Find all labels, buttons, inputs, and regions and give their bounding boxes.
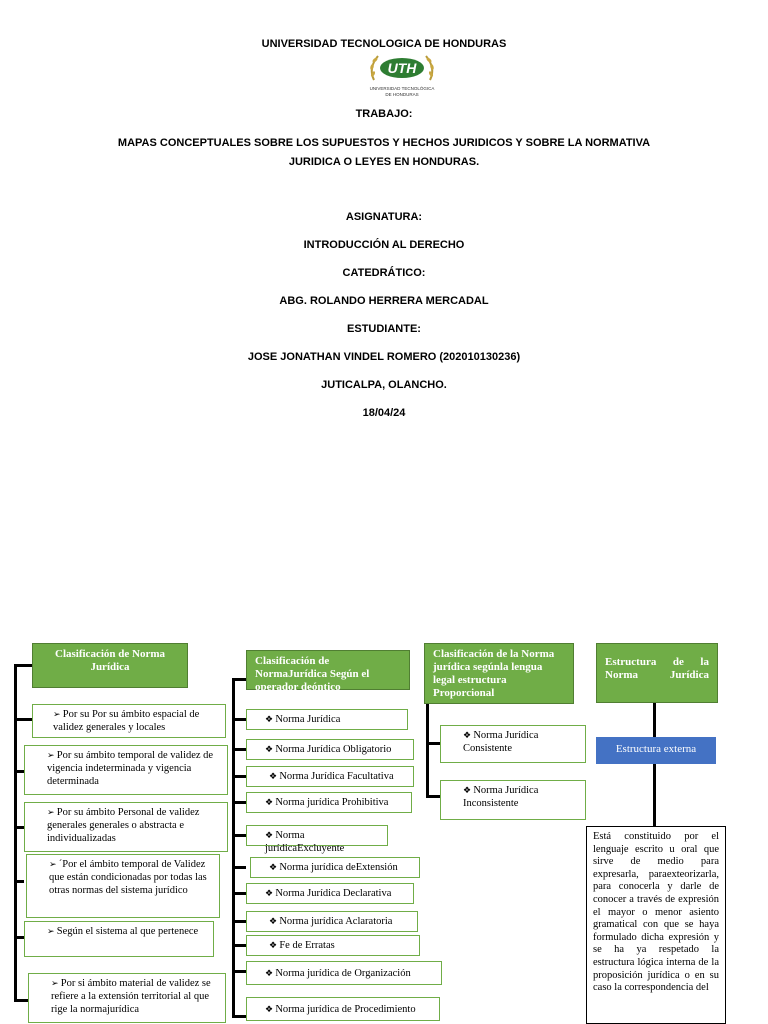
col2-item-5: ❖ Norma jurídicaExcluyente — [246, 825, 388, 846]
col2-item-11: ❖ Norma jurídica de Procedimiento — [246, 997, 440, 1021]
col4-connector-top — [653, 703, 656, 737]
col2-item-10: ❖ Norma jurídica de Organización — [246, 961, 442, 985]
col2-branch-8 — [232, 920, 246, 923]
university-name: UNIVERSIDAD TECNOLOGICA DE HONDURAS — [261, 38, 507, 50]
col2-branch-3 — [232, 775, 246, 778]
col2-branch-2 — [232, 748, 246, 751]
col1-branch-5 — [14, 936, 24, 939]
col3-item-1: ❖ Norma Jurídica Consistente — [440, 725, 586, 763]
asignatura-label: ASIGNATURA: — [345, 211, 423, 223]
col1-branch-3 — [14, 826, 24, 829]
col2-item-4: ❖ Norma jurídica Prohibitiva — [246, 792, 412, 813]
col1-trunk — [14, 664, 17, 1002]
uth-logo — [364, 50, 440, 102]
col1-bottom-branch — [14, 999, 28, 1002]
date: 18/04/24 — [362, 407, 406, 419]
col2-branch-5 — [232, 834, 246, 837]
col1-item-5: ➢ Según el sistema al que pertenece — [24, 921, 214, 957]
col1-header: Clasificación de Norma Jurídica — [32, 643, 188, 688]
col2-branch-1 — [232, 718, 246, 721]
col1-branch-1 — [14, 718, 32, 721]
estructura-externa-description: Está constituido por el lenguaje escrito u oral que sirve de medio para expresarla, paraexteorizarla, para conocerla y darle de conocer a través de expresión el mayor o menor asiento gramatical con que se haya formulado dicha expresión y se ha ya respetado la estructura lógica interna de la proposición jurídica o en su caso la correspondencia del — [586, 826, 726, 1024]
col2-item-3: ❖ Norma Jurídica Facultativa — [246, 766, 414, 787]
col2-top-branch — [232, 678, 246, 681]
col2-branch-4 — [232, 801, 246, 804]
col2-bottom-branch — [232, 1015, 246, 1018]
col1-item-6: ➢ Por si ámbito material de validez se refiere a la extensión territorial al que rige la normajurídica — [28, 973, 226, 1023]
col3-branch-2 — [426, 795, 440, 798]
col2-trunk — [232, 678, 235, 1018]
col1-branch-4 — [14, 880, 24, 883]
col3-header: Clasificación de la Norma jurídica segúnla lengua legal estructura Proporcional — [424, 643, 574, 704]
col1-item-2: ➢ Por su ámbito temporal de validez de vigencia indeterminada y vigencia determinada — [24, 745, 228, 795]
col3-item-2: ❖ Norma Jurídica Inconsistente — [440, 780, 586, 820]
col3-trunk — [426, 702, 429, 798]
col1-item-4: ➢ ´Por el ámbito temporal de Validez que están condicionadas por todas las otras normas del sistema jurídico — [26, 854, 220, 918]
estudiante-label: ESTUDIANTE: — [347, 323, 421, 335]
col2-item-9: ❖ Fe de Erratas — [246, 935, 420, 956]
col3-branch-1 — [426, 742, 440, 745]
logo-caption-1: UNIVERSIDAD TECNOLÓGICA — [369, 86, 435, 91]
trabajo-label: TRABAJO: — [355, 108, 413, 120]
col2-branch-7 — [232, 892, 246, 895]
col2-item-2: ❖ Norma Jurídica Obligatorio — [246, 739, 414, 760]
work-title-line-2: JURIDICA O LEYES EN HONDURAS. — [288, 156, 480, 168]
logo-text: UTH — [387, 60, 417, 76]
col2-item-8: ❖ Norma jurídica Aclaratoria — [246, 911, 418, 932]
place: JUTICALPA, OLANCHO. — [321, 379, 447, 391]
col4-header: Estructura de la Norma Jurídica — [596, 643, 718, 703]
logo-caption-2: DE HONDURAS — [385, 92, 419, 97]
work-title-line-1: MAPAS CONCEPTUALES SOBRE LOS SUPUESTOS Y HECHOS JURIDICOS Y SOBRE LA NORMATIVA — [117, 137, 651, 149]
col1-branch-2 — [14, 770, 24, 773]
col1-top-branch — [14, 664, 32, 667]
col2-item-6: ❖ Norma jurídica deExtensión — [250, 857, 420, 878]
col2-branch-10 — [232, 970, 246, 973]
asignatura-value: INTRODUCCIÓN AL DERECHO — [303, 239, 465, 251]
col2-item-7: ❖ Norma Jurídica Declarativa — [246, 883, 414, 904]
col2-item-1: ❖ Norma Jurídica — [246, 709, 408, 730]
col2-header: Clasificación de NormaJurídica Según el operador deóntico — [246, 650, 410, 690]
col1-item-3: ➢ Por su ámbito Personal de validez generales generales o abstracta e individualizadas — [24, 802, 228, 852]
catedratico-label: CATEDRÁTICO: — [342, 267, 426, 279]
estructura-externa-box: Estructura externa — [596, 737, 716, 764]
col2-branch-6 — [232, 866, 246, 869]
estudiante-value: JOSE JONATHAN VINDEL ROMERO (202010130236) — [247, 351, 521, 363]
col2-branch-9 — [232, 944, 246, 947]
catedratico-value: ABG. ROLANDO HERRERA MERCADAL — [279, 295, 489, 307]
col4-connector-bottom — [653, 764, 656, 826]
col1-item-1: ➢ Por su Por su ámbito espacial de validez generales y locales — [32, 704, 226, 738]
